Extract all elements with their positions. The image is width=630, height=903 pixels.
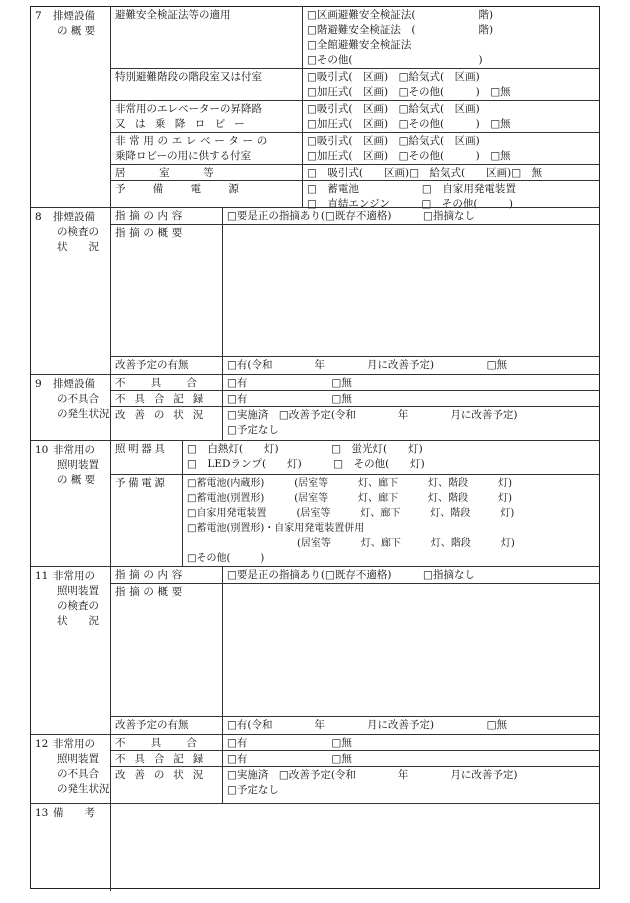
- value-lighting-backup[interactable]: [183, 475, 599, 567]
- checkbox-line: □階避難安全検証法 ( 階): [307, 24, 494, 36]
- label-text: 不具合: [115, 737, 223, 749]
- checkbox-line: □区画避難安全検証法( 階): [307, 9, 494, 21]
- label-text: 特別避難階段の階段室又は付室: [115, 71, 262, 83]
- section-9-title: [31, 375, 111, 441]
- label-text: 避難安全検証法等の適用: [115, 9, 231, 21]
- label-text: 予備電源: [115, 183, 267, 195]
- checkbox-line: □有 □無: [227, 737, 352, 749]
- label-special-stair: [111, 69, 303, 101]
- value-backup-power[interactable]: [303, 181, 599, 210]
- label-lighting-fixture: [111, 441, 183, 475]
- section-title-line: の検査の: [57, 600, 99, 612]
- label-text: 指摘の概要: [115, 227, 186, 239]
- section-title-line: の 概 要: [57, 474, 96, 486]
- value-defect-record[interactable]: [223, 391, 599, 407]
- checkbox-line: □その他( ): [307, 54, 483, 66]
- label-backup-power: [111, 181, 303, 207]
- section-title-line: の不具合: [57, 393, 99, 405]
- label-text: 予備電源: [115, 477, 168, 489]
- label-finding-summary: [111, 225, 223, 357]
- checkbox-line: □自家用発電装置 (居室等 灯、廊下 灯、階段 灯): [187, 508, 515, 519]
- checkbox-line: □ 吸引式( 区画)□ 給気式( 区画)□ 無: [307, 167, 543, 179]
- value-improvement-status[interactable]: [223, 407, 599, 441]
- section-number: 10: [35, 444, 49, 456]
- checkbox-line: (居室等 灯、廊下 灯、階段 灯): [187, 538, 515, 549]
- value-elevator-shaft[interactable]: [303, 101, 599, 133]
- label-defect: [111, 375, 223, 391]
- label-text: 居室等: [115, 167, 248, 179]
- section-number: 13: [35, 807, 49, 819]
- value-finding-summary[interactable]: [223, 584, 599, 717]
- section-title-line: 非常用の: [53, 738, 95, 750]
- value-elevator-lobby[interactable]: [303, 133, 599, 165]
- label-defect-record: [111, 751, 223, 767]
- inspection-form: [30, 6, 600, 889]
- section-title-line: の 概 要: [57, 25, 96, 37]
- label-defect: [111, 735, 223, 751]
- label-finding-summary: [111, 584, 223, 717]
- label-text: 指摘の概要: [115, 586, 186, 598]
- label-text: 改善の状況: [115, 769, 213, 781]
- section-title-line: の不具合: [57, 768, 99, 780]
- label-text: 指摘の内容: [115, 210, 186, 222]
- value-defect-record[interactable]: [223, 751, 599, 767]
- section-title-line: 状 況: [57, 615, 99, 627]
- checkbox-line: □蓄電池(別置形) (居室等 灯、廊下 灯、階段 灯): [187, 493, 513, 504]
- value-special-stair[interactable]: [303, 69, 599, 101]
- checkbox-line: □有(令和 年 月に改善予定) □無: [227, 719, 508, 731]
- section-title-line: 状 況: [57, 241, 99, 253]
- label-text: 非常用のエレベーターの: [115, 135, 271, 147]
- value-lighting-fixture[interactable]: [183, 441, 599, 475]
- section-title-line: の発生状況: [57, 783, 110, 795]
- section-9: [31, 374, 599, 441]
- section-11: [31, 566, 599, 735]
- value-evacuation-safety[interactable]: [303, 7, 599, 69]
- checkbox-line: □蓄電池(別置形)・自家用発電装置併用: [187, 523, 365, 534]
- section-11-title: [31, 567, 111, 735]
- label-text: 改善の状況: [115, 409, 213, 421]
- section-8-title: [31, 208, 111, 375]
- section-12: [31, 734, 599, 804]
- section-title-line: の検査の: [57, 226, 99, 238]
- value-finding-summary[interactable]: [223, 225, 599, 357]
- section-number: 11: [35, 570, 49, 582]
- checkbox-line: □その他( ): [187, 553, 265, 564]
- section-title-line: 排煙設備: [53, 211, 95, 223]
- value-rooms[interactable]: [303, 165, 599, 181]
- label-text: 指摘の内容: [115, 569, 186, 581]
- section-13-title: [31, 804, 111, 891]
- label-text: 乗降ロビーの用に供する付室: [115, 150, 252, 162]
- section-title-line: 照明装置: [57, 585, 99, 597]
- label-text: 非常用のエレベーターの昇降路: [115, 103, 262, 115]
- label-improvement-plan: [111, 357, 223, 375]
- section-10: [31, 440, 599, 567]
- section-12-title: [31, 735, 111, 804]
- checkbox-line: □有(令和 年 月に改善予定) □無: [227, 359, 508, 371]
- value-defect[interactable]: [223, 735, 599, 751]
- section-10-title: [31, 441, 111, 567]
- checkbox-line: □加圧式( 区画) □その他( ) □無: [307, 86, 511, 98]
- label-text: 改善予定の有無: [115, 359, 189, 371]
- label-text: 不具合記録: [115, 393, 213, 405]
- checkbox-line: □実施済 □改善予定(令和 年 月に改善予定): [227, 769, 518, 781]
- label-defect-record: [111, 391, 223, 407]
- checkbox-line: □ 白熱灯( 灯) □ 蛍光灯( 灯): [187, 443, 423, 455]
- section-title-line: 排煙設備: [53, 10, 95, 22]
- section-title-line: 照明装置: [57, 459, 99, 471]
- label-finding: [111, 567, 223, 584]
- checkbox-line: □吸引式( 区画) □給気式( 区画): [307, 135, 480, 147]
- section-title-line: 非常用の: [53, 570, 95, 582]
- checkbox-line: □加圧式( 区画) □その他( ) □無: [307, 118, 511, 130]
- section-7-title: [31, 7, 111, 207]
- section-title-line: 非常用の: [53, 444, 95, 456]
- section-title-line: の発生状況: [57, 408, 110, 420]
- section-title-line: 照明装置: [57, 753, 99, 765]
- checkbox-line: □要是正の指摘あり(□既存不適格) □指摘なし: [227, 569, 475, 581]
- label-elevator-shaft: [111, 101, 303, 133]
- checkbox-line: □実施済 □改善予定(令和 年 月に改善予定): [227, 409, 518, 421]
- label-text: 不具合記録: [115, 753, 213, 765]
- label-evacuation-safety: [111, 7, 303, 69]
- value-finding[interactable]: [223, 208, 599, 225]
- section-8: [31, 207, 599, 375]
- section-13: [31, 803, 599, 891]
- label-improvement-status: [111, 767, 223, 804]
- value-defect[interactable]: [223, 375, 599, 391]
- section-number: 12: [35, 738, 49, 750]
- value-improvement-plan[interactable]: [223, 357, 599, 375]
- checkbox-line: □全館避難安全検証法: [307, 39, 412, 51]
- section-title-line: 排煙設備: [53, 378, 95, 390]
- label-elevator-lobby: [111, 133, 303, 165]
- checkbox-line: □ 直結エンジン □ その他( ): [307, 198, 514, 210]
- label-text: 改善予定の有無: [115, 719, 189, 731]
- value-remarks[interactable]: [111, 804, 599, 891]
- label-lighting-backup: [111, 475, 183, 567]
- section-title-line: 備 考: [53, 807, 95, 819]
- checkbox-line: □蓄電池(内蔵形) (居室等 灯、廊下 灯、階段 灯): [187, 478, 513, 489]
- section-7: [31, 7, 599, 210]
- checkbox-line: □有 □無: [227, 393, 352, 405]
- checkbox-line: □吸引式( 区画) □給気式( 区画): [307, 71, 480, 83]
- value-improvement-status[interactable]: [223, 767, 599, 804]
- label-rooms: [111, 165, 303, 181]
- checkbox-line: □要是正の指摘あり(□既存不適格) □指摘なし: [227, 210, 475, 222]
- checkbox-line: □吸引式( 区画) □給気式( 区画): [307, 103, 480, 115]
- checkbox-line: □有 □無: [227, 377, 352, 389]
- checkbox-line: □ LEDランプ( 灯) □ その他( 灯): [187, 458, 425, 470]
- section-number: 7: [35, 10, 42, 22]
- label-text: 不具合: [115, 377, 223, 389]
- section-number: 9: [35, 378, 42, 390]
- value-finding[interactable]: [223, 567, 599, 584]
- label-text: 又は乗降ロビー: [115, 118, 255, 130]
- value-improvement-plan[interactable]: [223, 717, 599, 735]
- checkbox-line: □ 蓄電池 □ 自家用発電装置: [307, 183, 516, 195]
- label-finding: [111, 208, 223, 225]
- label-improvement-plan: [111, 717, 223, 735]
- checkbox-line: □加圧式( 区画) □その他( ) □無: [307, 150, 511, 162]
- checkbox-line: □有 □無: [227, 753, 352, 765]
- section-number: 8: [35, 211, 42, 223]
- label-text: 照明器具: [115, 443, 168, 455]
- label-improvement-status: [111, 407, 223, 441]
- checkbox-line: □予定なし: [227, 784, 279, 796]
- checkbox-line: □予定なし: [227, 424, 279, 436]
